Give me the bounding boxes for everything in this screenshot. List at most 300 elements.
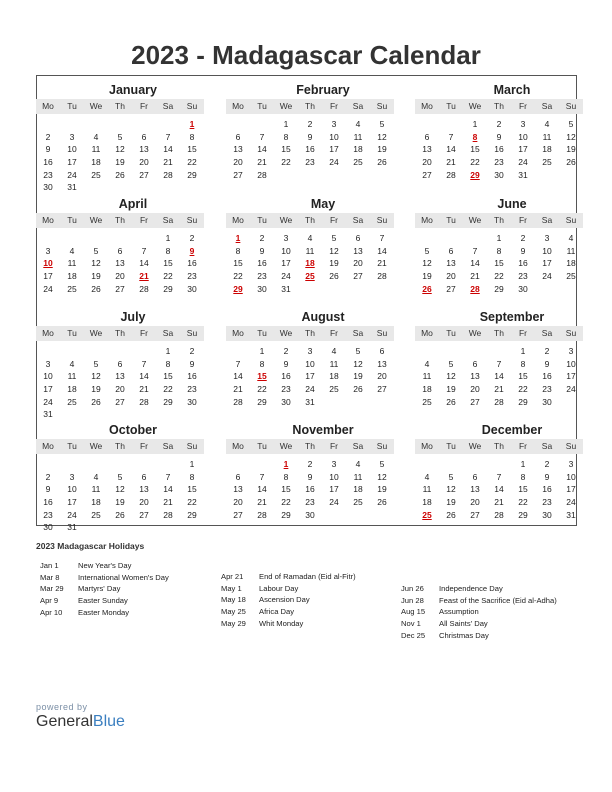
day-cell: 17: [43, 384, 53, 395]
empty-cell: [84, 118, 108, 131]
day-cell: 7: [235, 358, 241, 369]
day-cell: 11: [91, 484, 101, 495]
day-cell: 24: [566, 384, 576, 395]
empty-cell: [439, 232, 463, 245]
day-cell: 15: [494, 258, 504, 269]
weekday-label: Mo: [42, 441, 54, 451]
day-cell: 15: [518, 371, 528, 382]
day-cell: 9: [496, 131, 502, 142]
weekday-label: Sa: [541, 441, 553, 451]
weekday-label: Tu: [257, 215, 267, 225]
day-cell: 6: [141, 131, 147, 142]
day-cell: 8: [259, 358, 265, 369]
weekday-label: Fr: [329, 328, 339, 338]
weekday-label: Sa: [352, 215, 364, 225]
day-grid: [415, 232, 583, 295]
day-cell: 12: [377, 131, 387, 142]
day-cell: 29: [187, 169, 197, 180]
day-cell: 13: [377, 358, 387, 369]
day-cell: 9: [307, 471, 313, 482]
day-cell: 22: [281, 157, 291, 168]
day-cell: 4: [93, 131, 99, 142]
month-april: [36, 197, 204, 295]
day-cell: 16: [187, 371, 197, 382]
weekday-label: Su: [376, 215, 388, 225]
weekday-label: Sa: [541, 215, 553, 225]
weekday-label: Su: [186, 215, 198, 225]
weekday-label: We: [468, 101, 482, 111]
holiday-row: [40, 583, 225, 595]
day-cell: 12: [91, 371, 101, 382]
day-cell: 5: [117, 471, 123, 482]
day-cell: 15: [163, 371, 173, 382]
day-cell: 15: [233, 258, 243, 269]
day-cell: 21: [494, 497, 504, 508]
weekday-label: Th: [115, 215, 125, 225]
day-cell: 3: [307, 346, 313, 356]
day-cell: 7: [141, 245, 147, 256]
day-cell: 5: [379, 459, 385, 469]
day-cell: 14: [257, 144, 267, 155]
day-cell: 5: [117, 131, 123, 142]
holiday-name: Independence Day: [439, 584, 503, 593]
day-cell: 8: [189, 471, 195, 482]
day-cell: 7: [165, 131, 171, 142]
day-cell: 17: [67, 497, 77, 508]
holiday-row: [40, 607, 225, 619]
holiday-day: 29: [470, 169, 480, 180]
weekday-label: Th: [115, 101, 125, 111]
day-cell: 20: [233, 497, 243, 508]
holiday-name: Christmas Day: [439, 630, 489, 640]
empty-cell: [132, 345, 156, 358]
day-cell: 20: [353, 258, 363, 269]
day-cell: 8: [496, 245, 502, 256]
day-cell: 25: [422, 396, 432, 407]
day-cell: 31: [67, 522, 77, 533]
weekday-label: Th: [115, 441, 125, 451]
day-cell: 4: [568, 233, 574, 243]
month-name: December: [481, 423, 543, 437]
day-grid: [226, 232, 394, 295]
day-cell: 12: [353, 358, 363, 369]
day-cell: 10: [329, 471, 339, 482]
day-cell: 1: [496, 233, 502, 243]
day-cell: 2: [189, 346, 195, 356]
day-cell: 24: [281, 271, 291, 282]
day-cell: 28: [377, 271, 387, 282]
weekday-label: Sa: [541, 328, 553, 338]
holiday-row: [401, 595, 586, 607]
day-cell: 30: [187, 396, 197, 407]
day-cell: 10: [518, 131, 528, 142]
day-cell: 3: [544, 233, 550, 243]
day-cell: 30: [257, 283, 267, 294]
weekday-label: Fr: [329, 215, 339, 225]
day-cell: 14: [494, 484, 504, 495]
day-cell: 17: [329, 484, 339, 495]
day-cell: 2: [189, 233, 195, 243]
month-august: [226, 310, 394, 408]
holiday-name: Feast of the Sacrifice (Eid al-Adha): [439, 595, 557, 605]
day-cell: 23: [542, 497, 552, 508]
weekday-header: [415, 439, 583, 454]
weekday-label: Su: [186, 328, 198, 338]
day-cell: 6: [235, 131, 241, 142]
empty-cell: [463, 345, 487, 358]
day-cell: 2: [45, 131, 51, 142]
day-cell: 26: [377, 157, 387, 168]
weekday-label: Mo: [42, 215, 54, 225]
day-cell: 6: [117, 245, 123, 256]
day-cell: 10: [566, 471, 576, 482]
weekday-label: Tu: [446, 101, 456, 111]
day-cell: 13: [115, 258, 125, 269]
day-cell: 21: [494, 384, 504, 395]
day-cell: 3: [45, 358, 51, 369]
day-cell: 7: [165, 471, 171, 482]
weekday-label: Sa: [541, 101, 553, 111]
day-cell: 30: [542, 509, 552, 520]
weekday-label: Su: [565, 101, 577, 111]
weekday-label: Tu: [67, 328, 77, 338]
holiday-name: Africa Day: [259, 607, 295, 617]
day-cell: 14: [139, 371, 149, 382]
holiday-date: May 18: [221, 595, 246, 605]
day-cell: 19: [377, 144, 387, 155]
day-cell: 18: [542, 144, 552, 155]
day-cell: 26: [446, 509, 456, 520]
weekday-label: We: [468, 328, 482, 338]
weekday-label: Sa: [352, 328, 364, 338]
day-cell: 21: [257, 497, 267, 508]
holiday-row: [40, 595, 225, 607]
day-cell: 3: [520, 119, 526, 129]
month-march: [415, 83, 583, 181]
day-cell: 28: [163, 169, 173, 180]
day-cell: 13: [470, 484, 480, 495]
holiday-date: Jun 26: [401, 584, 424, 593]
empty-cell: [36, 118, 60, 131]
holiday-date: Apr 9: [40, 596, 59, 606]
day-cell: 30: [43, 522, 53, 533]
day-cell: 22: [470, 157, 480, 168]
weekday-label: Th: [305, 215, 315, 225]
holiday-row: [221, 618, 406, 630]
empty-cell: [108, 232, 132, 245]
day-cell: 1: [165, 346, 171, 356]
day-cell: 13: [353, 245, 363, 256]
holiday-row: [401, 630, 586, 642]
day-cell: 12: [91, 258, 101, 269]
day-cell: 4: [355, 119, 361, 129]
month-july: [36, 310, 204, 421]
day-cell: 5: [331, 233, 337, 243]
day-cell: 18: [353, 144, 363, 155]
day-cell: 27: [446, 283, 456, 294]
holiday-name: Labour Day: [259, 583, 299, 593]
day-cell: 10: [542, 245, 552, 256]
day-cell: 4: [93, 471, 99, 482]
holiday-name: New Year's Day: [78, 561, 132, 570]
day-cell: 4: [424, 358, 430, 369]
day-cell: 12: [566, 131, 576, 142]
day-cell: 24: [329, 157, 339, 168]
day-cell: 6: [141, 471, 147, 482]
holiday-name: Martyrs' Day: [78, 584, 121, 594]
weekday-label: Tu: [257, 328, 267, 338]
weekday-label: Tu: [446, 328, 456, 338]
day-cell: 13: [139, 144, 149, 155]
month-name: April: [118, 197, 148, 211]
day-cell: 11: [67, 258, 77, 269]
day-cell: 7: [472, 245, 478, 256]
day-cell: 14: [163, 144, 173, 155]
holiday-name: Ascension Day: [259, 595, 310, 605]
day-cell: 19: [446, 497, 456, 508]
day-grid: [226, 118, 394, 181]
day-cell: 8: [283, 131, 289, 142]
day-cell: 26: [377, 497, 387, 508]
holiday-day: 25: [422, 509, 432, 520]
day-cell: 2: [307, 119, 313, 129]
day-cell: 25: [67, 283, 77, 294]
empty-cell: [108, 458, 132, 471]
month-february: [226, 83, 394, 181]
day-cell: 26: [446, 396, 456, 407]
weekday-label: Mo: [42, 328, 54, 338]
day-cell: 20: [470, 384, 480, 395]
day-cell: 19: [422, 271, 432, 282]
day-cell: 11: [422, 484, 432, 495]
day-cell: 18: [353, 484, 363, 495]
day-cell: 19: [115, 157, 125, 168]
weekday-header: [415, 99, 583, 114]
day-cell: 23: [187, 384, 197, 395]
day-cell: 23: [281, 384, 291, 395]
day-grid: [36, 118, 204, 194]
weekday-label: Sa: [162, 215, 174, 225]
day-cell: 18: [67, 384, 77, 395]
day-cell: 20: [233, 157, 243, 168]
day-cell: 21: [257, 157, 267, 168]
day-cell: 3: [568, 459, 574, 469]
day-cell: 6: [472, 358, 478, 369]
day-cell: 24: [67, 509, 77, 520]
weekday-label: Tu: [67, 101, 77, 111]
day-cell: 29: [494, 283, 504, 294]
day-cell: 19: [91, 384, 101, 395]
holiday-row: [221, 594, 406, 606]
day-cell: 6: [355, 233, 361, 243]
weekday-label: We: [279, 328, 293, 338]
holiday-date: May 1: [221, 583, 242, 593]
day-cell: 23: [43, 169, 53, 180]
day-cell: 28: [163, 509, 173, 520]
day-cell: 11: [353, 131, 363, 142]
month-may: [226, 197, 394, 295]
empty-cell: [415, 458, 439, 471]
day-cell: 17: [329, 144, 339, 155]
day-cell: 28: [446, 169, 456, 180]
weekday-label: We: [89, 441, 103, 451]
day-cell: 5: [379, 119, 385, 129]
day-cell: 13: [115, 371, 125, 382]
day-cell: 19: [353, 371, 363, 382]
day-cell: 17: [281, 258, 291, 269]
day-cell: 14: [163, 484, 173, 495]
day-cell: 20: [139, 497, 149, 508]
page-title: 2023 - Madagascar Calendar: [131, 40, 481, 70]
weekday-label: Fr: [139, 215, 149, 225]
day-cell: 27: [115, 396, 125, 407]
weekday-header: [226, 326, 394, 341]
holiday-day: 29: [233, 283, 243, 294]
holiday-row: [221, 606, 406, 618]
holiday-day: 10: [43, 258, 53, 269]
day-cell: 20: [115, 384, 125, 395]
day-cell: 6: [424, 131, 430, 142]
day-cell: 5: [568, 119, 574, 129]
day-cell: 23: [305, 157, 315, 168]
day-cell: 29: [518, 396, 528, 407]
day-cell: 13: [139, 484, 149, 495]
day-cell: 19: [446, 384, 456, 395]
empty-cell: [439, 118, 463, 131]
day-cell: 9: [45, 144, 51, 155]
day-cell: 8: [520, 358, 526, 369]
weekday-header: [415, 326, 583, 341]
day-cell: 4: [544, 119, 550, 129]
holiday-day: 26: [422, 283, 432, 294]
day-cell: 16: [305, 144, 315, 155]
weekday-label: Fr: [329, 101, 339, 111]
holiday-row: [40, 560, 225, 572]
month-name: November: [292, 423, 354, 437]
day-cell: 29: [187, 509, 197, 520]
empty-cell: [463, 458, 487, 471]
day-cell: 2: [283, 346, 289, 356]
weekday-label: Mo: [42, 101, 54, 111]
day-cell: 9: [544, 358, 550, 369]
weekday-label: Mo: [232, 328, 244, 338]
month-january: [36, 83, 204, 194]
weekday-header: [226, 99, 394, 114]
day-cell: 15: [518, 484, 528, 495]
month-october: [36, 423, 204, 534]
day-cell: 1: [259, 346, 265, 356]
holiday-name: End of Ramadan (Eid al-Fitr): [259, 572, 356, 581]
weekday-label: Th: [305, 101, 315, 111]
weekday-label: Fr: [139, 101, 149, 111]
day-cell: 29: [163, 283, 173, 294]
empty-cell: [36, 458, 60, 471]
weekday-label: We: [468, 215, 482, 225]
day-cell: 30: [494, 169, 504, 180]
weekday-label: Tu: [67, 215, 77, 225]
weekday-label: Mo: [421, 215, 433, 225]
day-cell: 10: [566, 358, 576, 369]
holiday-date: Aug 15: [401, 607, 426, 617]
day-cell: 23: [542, 384, 552, 395]
day-cell: 17: [67, 157, 77, 168]
day-cell: 12: [446, 484, 456, 495]
day-cell: 18: [91, 497, 101, 508]
day-cell: 27: [422, 169, 432, 180]
day-cell: 26: [353, 384, 363, 395]
day-cell: 3: [283, 233, 289, 243]
day-grid: [36, 458, 204, 534]
weekday-label: We: [279, 101, 293, 111]
day-cell: 16: [187, 258, 197, 269]
day-grid: [36, 345, 204, 421]
day-cell: 20: [377, 371, 387, 382]
day-cell: 4: [424, 471, 430, 482]
month-name: May: [310, 197, 336, 211]
day-cell: 27: [470, 396, 480, 407]
day-cell: 20: [446, 271, 456, 282]
day-cell: 22: [518, 384, 528, 395]
empty-cell: [439, 458, 463, 471]
month-name: March: [493, 83, 531, 97]
empty-cell: [250, 458, 274, 471]
day-grid: [36, 232, 204, 295]
day-cell: 2: [307, 459, 313, 469]
empty-cell: [487, 345, 511, 358]
day-cell: 10: [43, 371, 53, 382]
day-cell: 4: [69, 358, 75, 369]
day-cell: 30: [542, 396, 552, 407]
weekday-label: Sa: [352, 101, 364, 111]
day-cell: 26: [91, 283, 101, 294]
day-cell: 15: [187, 484, 197, 495]
day-cell: 5: [448, 471, 454, 482]
empty-cell: [226, 118, 250, 131]
day-cell: 29: [518, 509, 528, 520]
empty-cell: [108, 118, 132, 131]
brand-name-part2: Blue: [92, 713, 125, 730]
weekday-label: Tu: [257, 101, 267, 111]
month-name: September: [479, 310, 545, 324]
day-cell: 19: [377, 484, 387, 495]
brand-logo: [36, 702, 125, 731]
day-cell: 5: [424, 245, 430, 256]
holiday-row: [221, 583, 406, 595]
day-cell: 4: [355, 459, 361, 469]
day-cell: 8: [189, 131, 195, 142]
day-cell: 16: [305, 484, 315, 495]
holiday-day: 1: [189, 119, 195, 129]
day-cell: 6: [379, 346, 385, 356]
day-cell: 15: [187, 144, 197, 155]
day-cell: 7: [141, 358, 147, 369]
day-cell: 11: [353, 471, 363, 482]
day-cell: 16: [494, 144, 504, 155]
day-cell: 28: [257, 509, 267, 520]
day-cell: 19: [329, 258, 339, 269]
day-cell: 11: [91, 144, 101, 155]
day-cell: 31: [67, 182, 77, 193]
holidays-title: 2023 Madagascar Holidays: [36, 541, 145, 551]
day-cell: 3: [331, 459, 337, 469]
day-cell: 21: [470, 271, 480, 282]
day-cell: 11: [67, 371, 77, 382]
weekday-label: Tu: [257, 441, 267, 451]
day-cell: 7: [448, 131, 454, 142]
day-cell: 16: [281, 371, 291, 382]
day-cell: 16: [542, 371, 552, 382]
day-cell: 17: [305, 371, 315, 382]
